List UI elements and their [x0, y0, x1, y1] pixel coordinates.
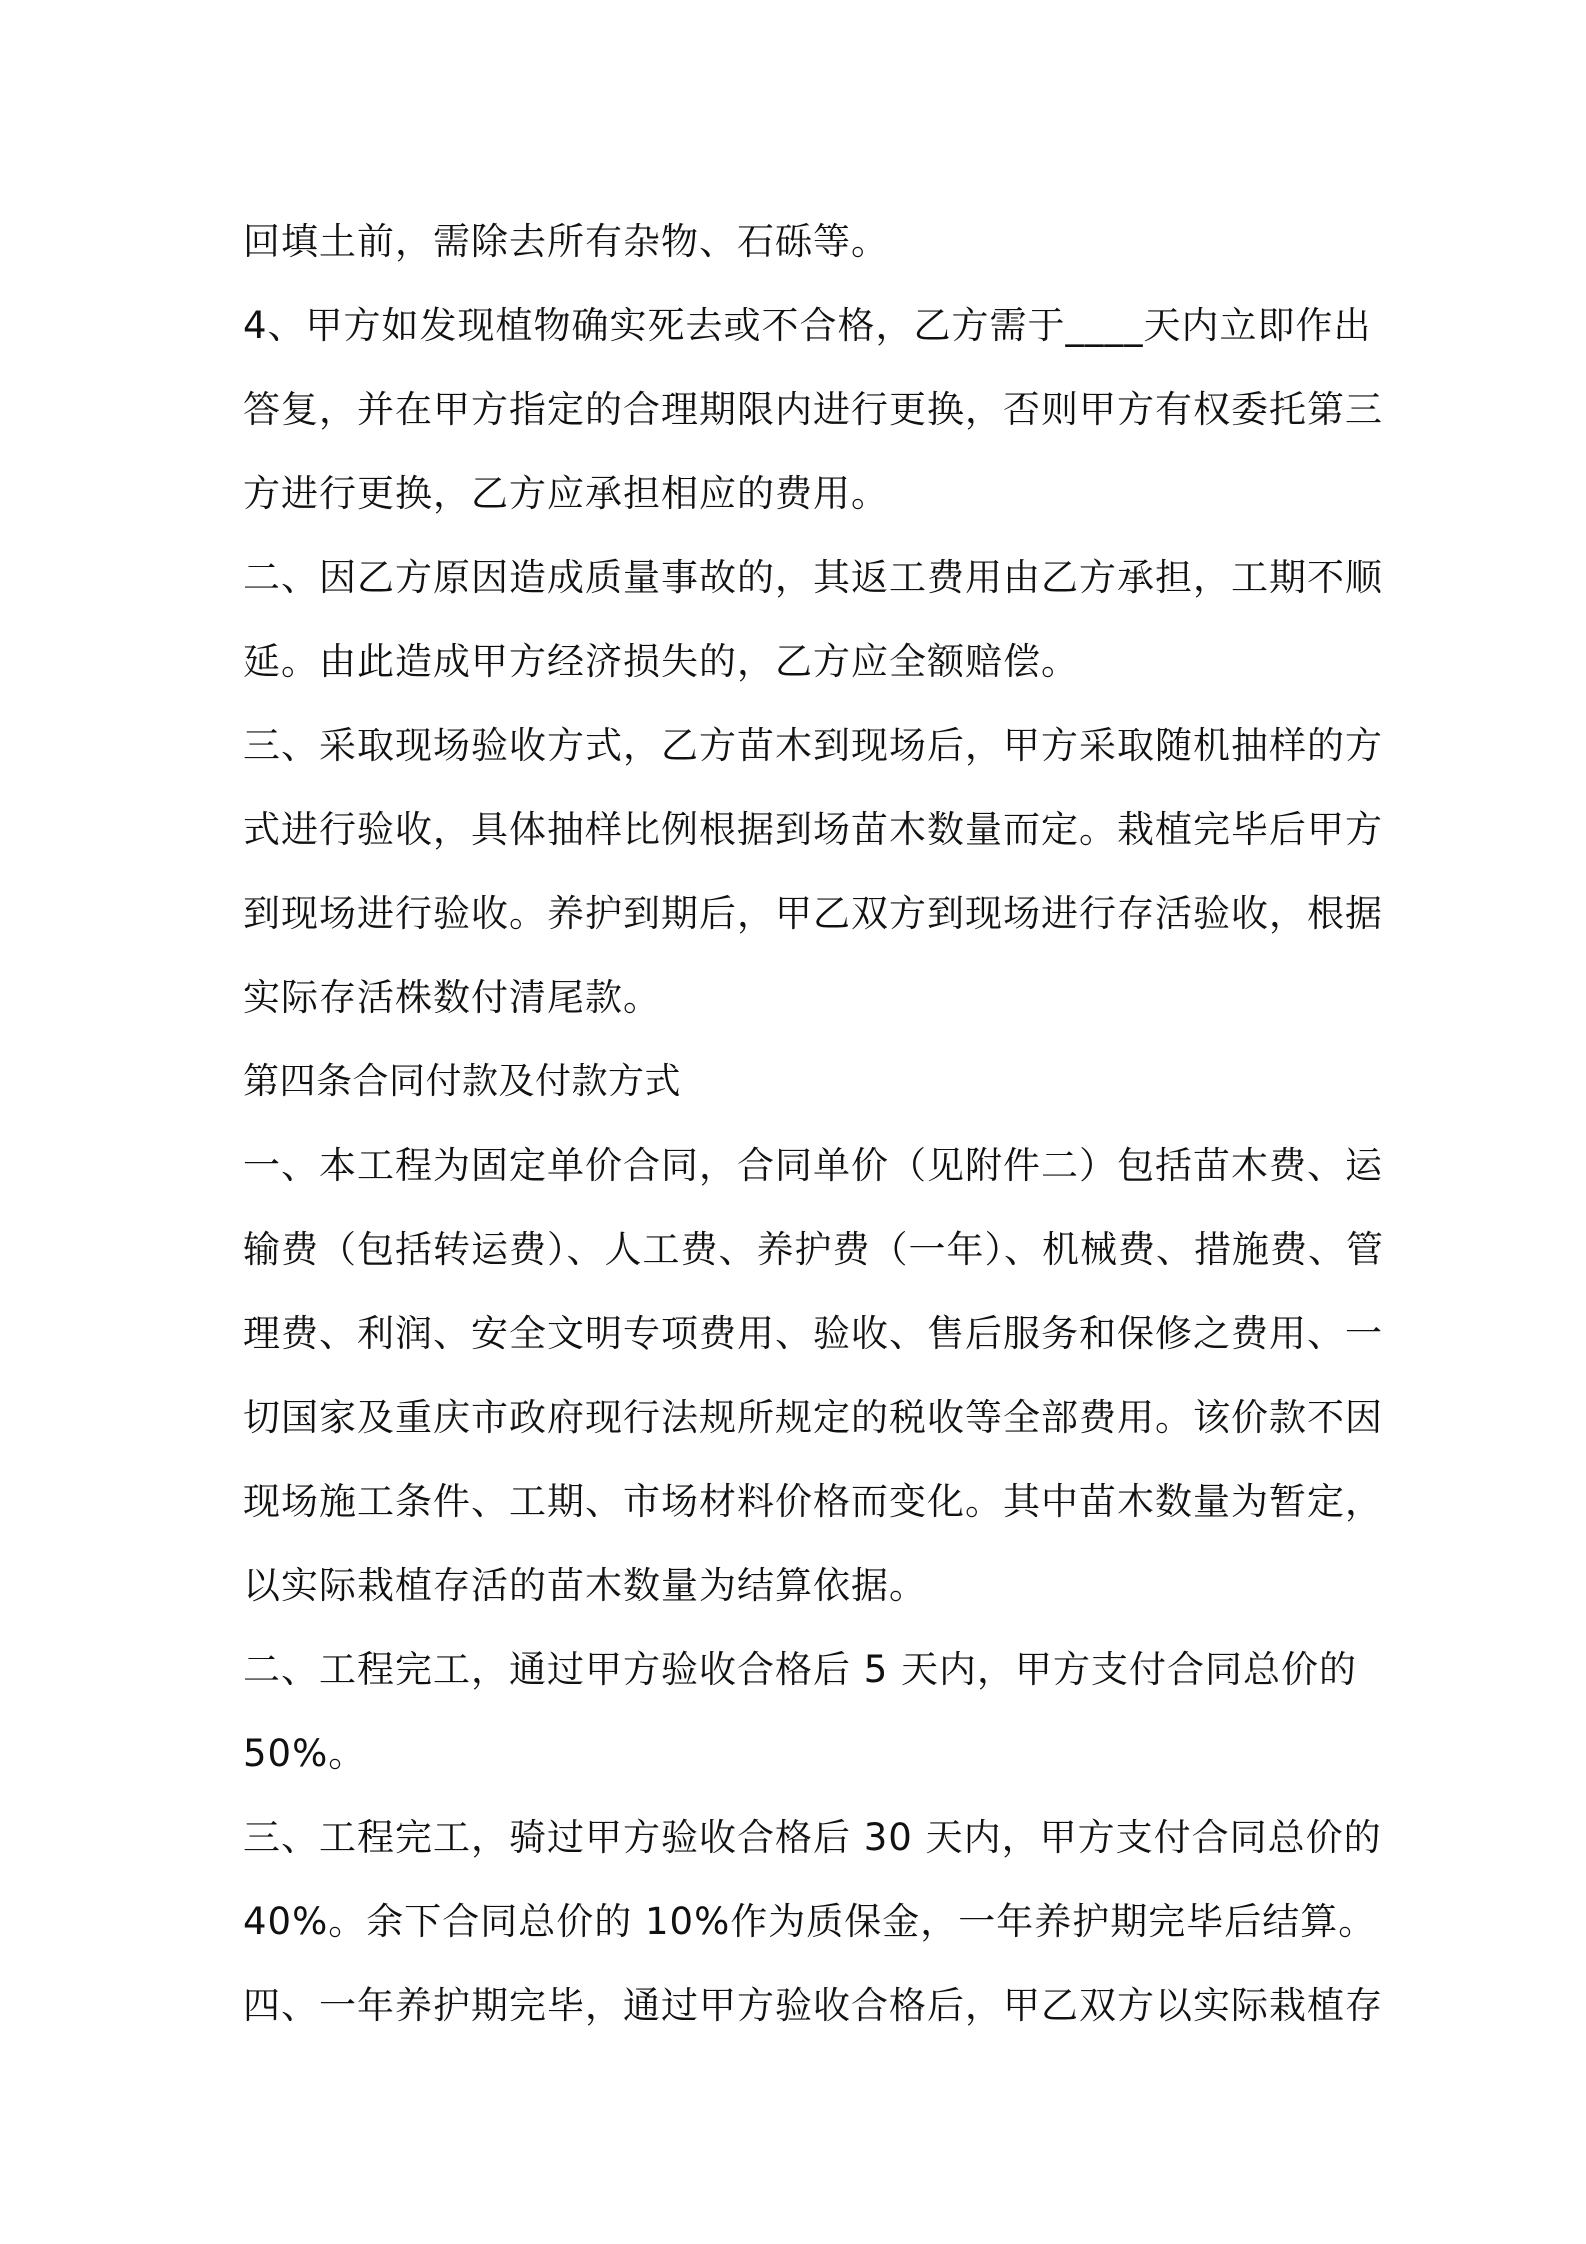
text-line: 实际存活株数付清尾款。	[243, 976, 661, 1019]
text-line: 切国家及重庆市政府现行法规所规定的税收等全部费用。该价款不因	[243, 1396, 1383, 1439]
text-line: 50%。	[243, 1732, 367, 1775]
text-line: 一、本工程为固定单价合同，合同单价（见附件二）包括苗木费、运	[243, 1144, 1383, 1187]
text-line: 二、因乙方原因造成质量事故的，其返工费用由乙方承担，工期不顺	[243, 556, 1383, 599]
text-line: 输费（包括转运费）、人工费、养护费（一年）、机械费、措施费、管	[243, 1228, 1384, 1271]
text-line: 理费、利润、安全文明专项费用、验收、售后服务和保修之费用、一	[243, 1312, 1383, 1355]
text-line: 答复，并在甲方指定的合理期限内进行更换，否则甲方有权委托第三	[243, 388, 1383, 431]
text-line: 方进行更换，乙方应承担相应的费用。	[243, 472, 889, 515]
text-line: 式进行验收，具体抽样比例根据到场苗木数量而定。栽植完毕后甲方	[243, 808, 1383, 851]
section-heading: 第四条合同付款及付款方式	[243, 1061, 682, 1102]
text-line: 到现场进行验收。养护到期后，甲乙双方到现场进行存活验收，根据	[243, 892, 1383, 935]
text-line: 以实际栽植存活的苗木数量为结算依据。	[243, 1564, 927, 1607]
document-body	[243, 200, 1384, 2048]
text-line: 回填土前，需除去所有杂物、石砾等。	[243, 220, 889, 263]
text-line: 三、采取现场验收方式，乙方苗木到现场后，甲方采取随机抽样的方	[243, 724, 1383, 767]
text-line: 40%。余下合同总价的 10%作为质保金，一年养护期完毕后结算。	[243, 1900, 1377, 1943]
text-line: 四、一年养护期完毕，通过甲方验收合格后，甲乙双方以实际栽植存	[243, 1984, 1383, 2027]
text-line: 现场施工条件、工期、市场材料价格而变化。其中苗木数量为暂定，	[243, 1480, 1383, 1523]
text-line: 三、工程完工，骑过甲方验收合格后 30 天内，甲方支付合同总价的	[243, 1816, 1382, 1859]
text-line: 4、甲方如发现植物确实死去或不合格，乙方需于____天内立即作出	[243, 304, 1372, 347]
text-line: 延。由此造成甲方经济损失的，乙方应全额赔偿。	[243, 640, 1079, 683]
text-line: 二、工程完工，通过甲方验收合格后 5 天内，甲方支付合同总价的	[243, 1648, 1358, 1691]
